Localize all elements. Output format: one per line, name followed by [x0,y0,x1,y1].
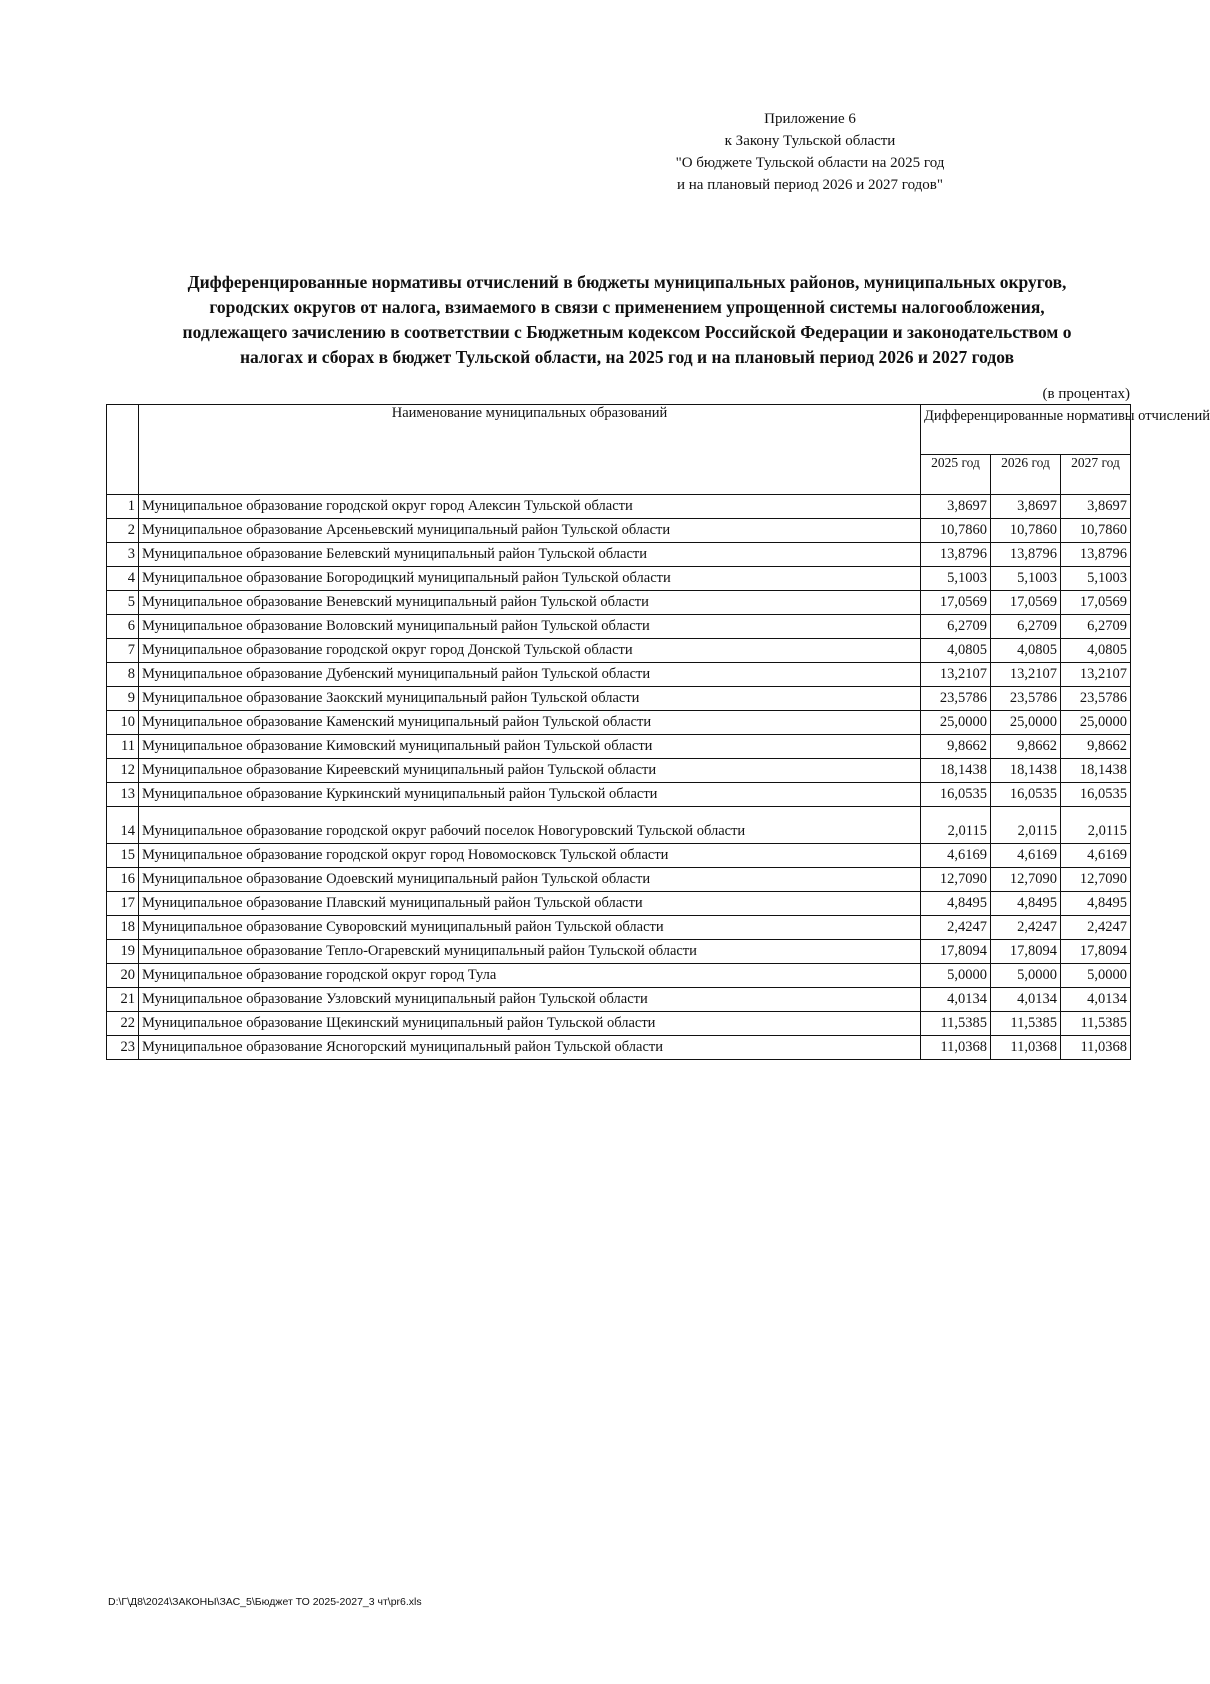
table-row [107,591,1131,615]
row-value-2027: 9,8662 [1061,735,1131,759]
row-value-2026: 9,8662 [991,735,1061,759]
row-value-2027: 12,7090 [1061,868,1131,892]
row-value-2026: 16,0535 [991,783,1061,807]
table-row [107,639,1131,663]
row-value-2027: 6,2709 [1061,615,1131,639]
row-value-2027: 17,0569 [1061,591,1131,615]
row-value-2027: 23,5786 [1061,687,1131,711]
table-row [107,964,1131,988]
row-value-2025: 4,8495 [921,892,991,916]
row-number: 21 [107,988,139,1012]
row-value-2027: 3,8697 [1061,495,1131,519]
row-name: Муниципальное образование городской округ город Новомосковск Тульской области [139,844,921,868]
row-value-2026: 2,0115 [991,807,1061,844]
table-row [107,1036,1131,1060]
table-row [107,940,1131,964]
row-value-2027: 18,1438 [1061,759,1131,783]
row-value-2026: 4,6169 [991,844,1061,868]
row-name: Муниципальное образование городской округ рабочий поселок Новогуровский Тульской области [139,807,921,844]
row-value-2027: 2,4247 [1061,916,1131,940]
row-name: Муниципальное образование Куркинский муниципальный район Тульской области [139,783,921,807]
row-value-2027: 11,0368 [1061,1036,1131,1060]
table-row [107,868,1131,892]
row-number: 20 [107,964,139,988]
row-name: Муниципальное образование Каменский муниципальный район Тульской области [139,711,921,735]
row-number: 22 [107,1012,139,1036]
appendix-line-2: к Закону Тульской области [724,133,896,149]
header-year-2027: 2027 год [1061,455,1131,495]
row-number: 4 [107,567,139,591]
row-value-2025: 11,5385 [921,1012,991,1036]
row-value-2025: 2,4247 [921,916,991,940]
row-value-2027: 11,5385 [1061,1012,1131,1036]
row-value-2025: 5,1003 [921,567,991,591]
row-number: 2 [107,519,139,543]
row-value-2027: 13,8796 [1061,543,1131,567]
header-number [107,405,139,495]
row-name: Муниципальное образование городской округ город Донской Тульской области [139,639,921,663]
row-name: Муниципальное образование городской округ город Тула [139,964,921,988]
row-name: Муниципальное образование Тепло-Огаревский муниципальный район Тульской области [139,940,921,964]
row-value-2025: 16,0535 [921,783,991,807]
row-name: Муниципальное образование Одоевский муниципальный район Тульской области [139,868,921,892]
row-number: 13 [107,783,139,807]
row-value-2025: 13,2107 [921,663,991,687]
row-value-2027: 25,0000 [1061,711,1131,735]
row-value-2027: 2,0115 [1061,807,1131,844]
file-path-footer: D:\Г\Д8\2024\ЗАКОНЫ\ЗАС_5\Бюджет ТО 2025-2027_3 чт\pr6.xls [108,1596,422,1608]
row-value-2027: 4,8495 [1061,892,1131,916]
row-name: Муниципальное образование Кимовский муниципальный район Тульской области [139,735,921,759]
header-name: Наименование муниципальных образований [139,405,921,495]
row-number: 10 [107,711,139,735]
header-group: Дифференцированные нормативы отчислений [921,405,1131,455]
row-value-2027: 5,1003 [1061,567,1131,591]
row-value-2026: 5,0000 [991,964,1061,988]
row-number: 3 [107,543,139,567]
row-number: 7 [107,639,139,663]
row-name: Муниципальное образование Богородицкий муниципальный район Тульской области [139,567,921,591]
row-value-2026: 4,8495 [991,892,1061,916]
row-number: 11 [107,735,139,759]
row-value-2026: 13,8796 [991,543,1061,567]
table-row [107,711,1131,735]
table-row [107,663,1131,687]
row-value-2026: 6,2709 [991,615,1061,639]
row-value-2026: 13,2107 [991,663,1061,687]
row-value-2025: 25,0000 [921,711,991,735]
row-name: Муниципальное образование Белевский муниципальный район Тульской области [139,543,921,567]
table-row [107,687,1131,711]
table-row [107,519,1131,543]
table-row [107,916,1131,940]
row-number: 18 [107,916,139,940]
header-year-2026: 2026 год [991,455,1061,495]
table-row [107,615,1131,639]
appendix-block [640,108,980,196]
row-value-2025: 4,0134 [921,988,991,1012]
table-row [107,783,1131,807]
row-name: Муниципальное образование Воловский муниципальный район Тульской области [139,615,921,639]
table-row [107,735,1131,759]
table-row [107,844,1131,868]
row-value-2027: 4,0134 [1061,988,1131,1012]
row-value-2026: 23,5786 [991,687,1061,711]
header-year-2025: 2025 год [921,455,991,495]
units-label: (в процентах) [1042,386,1130,402]
row-value-2027: 17,8094 [1061,940,1131,964]
row-name: Муниципальное образование Веневский муниципальный район Тульской области [139,591,921,615]
row-name: Муниципальное образование Заокский муниципальный район Тульской области [139,687,921,711]
row-value-2025: 4,0805 [921,639,991,663]
row-value-2027: 10,7860 [1061,519,1131,543]
row-value-2026: 11,0368 [991,1036,1061,1060]
row-number: 5 [107,591,139,615]
table-row [107,759,1131,783]
table-row [107,892,1131,916]
appendix-line-4: и на плановый период 2026 и 2027 годов" [677,177,943,193]
row-name: Муниципальное образование городской округ город Алексин Тульской области [139,495,921,519]
title-line-4: налогах и сборах в бюджет Тульской области, на 2025 год и на плановый период 2026 и 2027 годов [239,347,1015,367]
table-row [107,988,1131,1012]
row-value-2025: 10,7860 [921,519,991,543]
table-row [107,543,1131,567]
row-number: 19 [107,940,139,964]
table-row [107,1012,1131,1036]
row-value-2026: 5,1003 [991,567,1061,591]
row-number: 15 [107,844,139,868]
row-value-2026: 18,1438 [991,759,1061,783]
row-number: 23 [107,1036,139,1060]
title-line-2: городских округов от налога, взимаемого в связи с применением упрощенной системы налогообложения, [209,297,1045,317]
row-name: Муниципальное образование Узловский муниципальный район Тульской области [139,988,921,1012]
row-value-2025: 3,8697 [921,495,991,519]
row-value-2026: 12,7090 [991,868,1061,892]
title-line-1: Дифференцированные нормативы отчислений в бюджеты муниципальных районов, муниципальных округов, [187,272,1067,292]
row-value-2025: 17,8094 [921,940,991,964]
table-body [107,495,1131,1060]
row-number: 1 [107,495,139,519]
title-line-3: подлежащего зачислению в соответствии с Бюджетным кодексом Российской Федерации и законодательством о [182,322,1072,342]
row-number: 6 [107,615,139,639]
row-name: Муниципальное образование Дубенский муниципальный район Тульской области [139,663,921,687]
row-name: Муниципальное образование Киреевский муниципальный район Тульской области [139,759,921,783]
document-title [112,270,1142,370]
appendix-line-3: "О бюджете Тульской области на 2025 год [675,155,945,171]
row-value-2026: 4,0805 [991,639,1061,663]
row-value-2025: 11,0368 [921,1036,991,1060]
row-value-2026: 11,5385 [991,1012,1061,1036]
row-value-2027: 16,0535 [1061,783,1131,807]
row-value-2026: 3,8697 [991,495,1061,519]
row-value-2025: 2,0115 [921,807,991,844]
row-value-2026: 4,0134 [991,988,1061,1012]
row-value-2026: 25,0000 [991,711,1061,735]
row-value-2025: 17,0569 [921,591,991,615]
row-number: 8 [107,663,139,687]
row-value-2025: 18,1438 [921,759,991,783]
row-value-2027: 13,2107 [1061,663,1131,687]
row-value-2025: 6,2709 [921,615,991,639]
norms-table [106,404,1210,1060]
row-value-2025: 13,8796 [921,543,991,567]
row-number: 12 [107,759,139,783]
row-value-2025: 9,8662 [921,735,991,759]
row-name: Муниципальное образование Ясногорский муниципальный район Тульской области [139,1036,921,1060]
row-value-2027: 4,0805 [1061,639,1131,663]
table-row [107,807,1131,844]
appendix-line-1: Приложение 6 [764,111,856,127]
row-value-2026: 17,8094 [991,940,1061,964]
row-value-2025: 4,6169 [921,844,991,868]
row-value-2025: 12,7090 [921,868,991,892]
row-number: 16 [107,868,139,892]
row-number: 14 [107,807,139,844]
row-value-2027: 4,6169 [1061,844,1131,868]
row-number: 9 [107,687,139,711]
row-number: 17 [107,892,139,916]
table-row [107,567,1131,591]
row-name: Муниципальное образование Арсеньевский муниципальный район Тульской области [139,519,921,543]
row-value-2026: 2,4247 [991,916,1061,940]
row-name: Муниципальное образование Плавский муниципальный район Тульской области [139,892,921,916]
row-value-2025: 5,0000 [921,964,991,988]
row-value-2027: 5,0000 [1061,964,1131,988]
row-value-2026: 17,0569 [991,591,1061,615]
row-value-2026: 10,7860 [991,519,1061,543]
row-name: Муниципальное образование Щекинский муниципальный район Тульской области [139,1012,921,1036]
row-value-2025: 23,5786 [921,687,991,711]
row-name: Муниципальное образование Суворовский муниципальный район Тульской области [139,916,921,940]
table-row [107,495,1131,519]
